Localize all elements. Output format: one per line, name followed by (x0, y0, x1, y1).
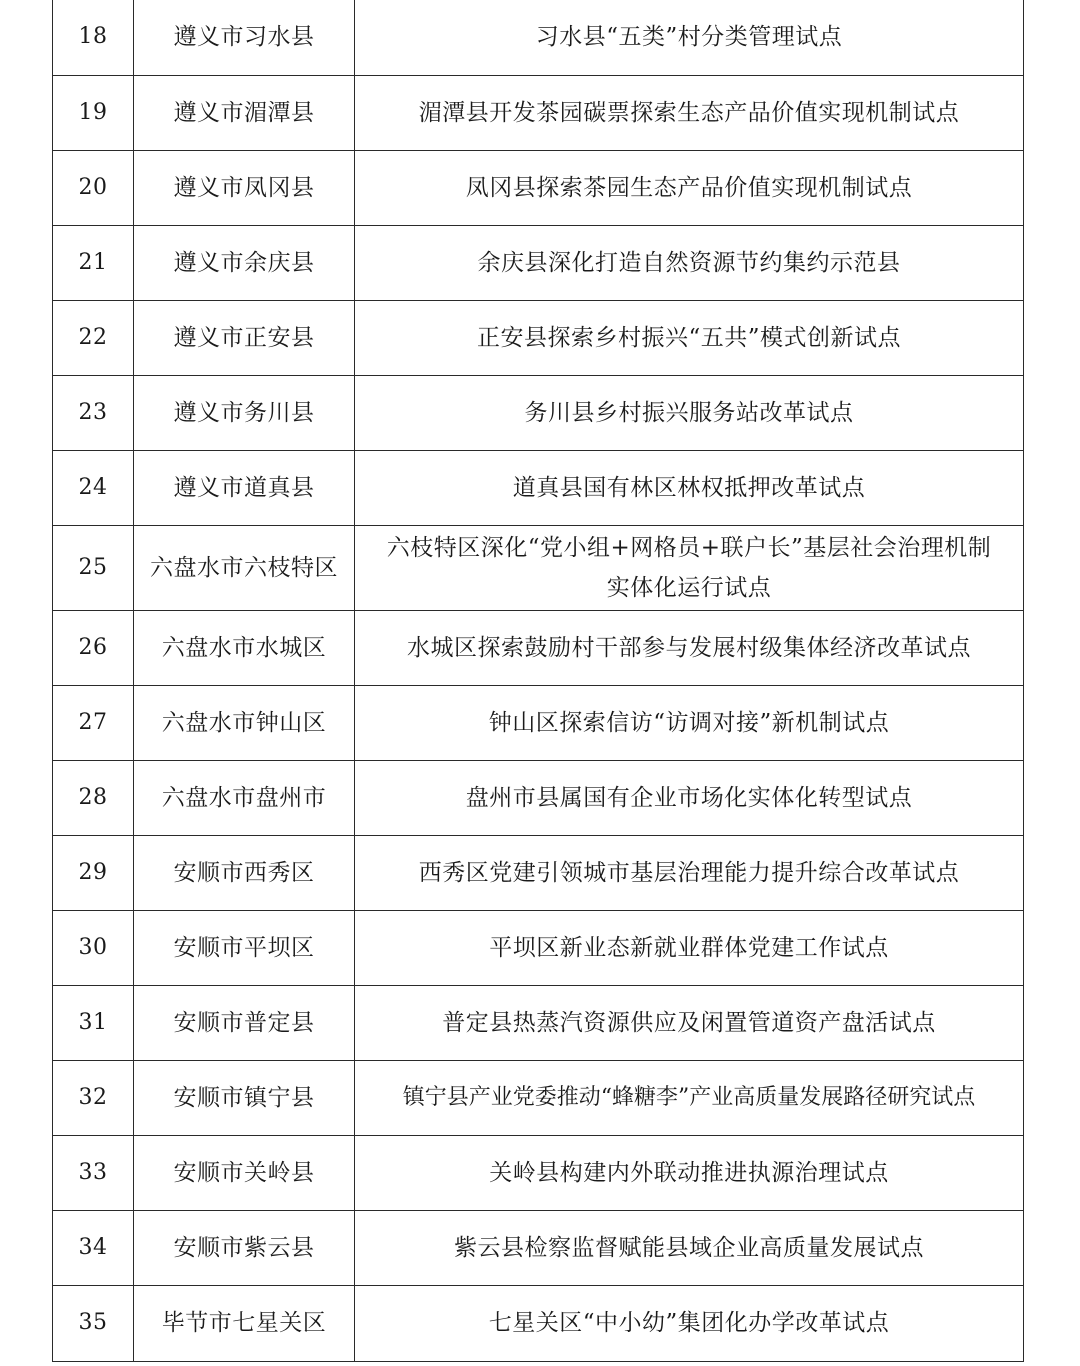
project-cell: 凤冈县探索茶园生态产品价值实现机制试点 (355, 150, 1024, 225)
row-number: 26 (53, 610, 134, 685)
row-number: 22 (53, 300, 134, 375)
row-number: 34 (53, 1210, 134, 1285)
region-cell: 遵义市余庆县 (134, 225, 355, 300)
region-cell: 遵义市习水县 (134, 0, 355, 75)
table-row (53, 150, 1024, 225)
table-row (53, 1285, 1024, 1361)
row-number: 25 (53, 525, 134, 610)
table-row (53, 910, 1024, 985)
row-number: 21 (53, 225, 134, 300)
project-cell: 普定县热蒸汽资源供应及闲置管道资产盘活试点 (355, 985, 1024, 1060)
table-row (53, 1135, 1024, 1210)
project-cell: 钟山区探索信访“访调对接”新机制试点 (355, 685, 1024, 760)
row-number: 30 (53, 910, 134, 985)
table-row (53, 835, 1024, 910)
table-row (53, 450, 1024, 525)
row-number: 18 (53, 0, 134, 75)
region-cell: 遵义市道真县 (134, 450, 355, 525)
region-cell: 遵义市正安县 (134, 300, 355, 375)
region-cell: 六盘水市水城区 (134, 610, 355, 685)
region-cell: 安顺市普定县 (134, 985, 355, 1060)
region-cell: 安顺市镇宁县 (134, 1060, 355, 1135)
project-cell: 余庆县深化打造自然资源节约集约示范县 (355, 225, 1024, 300)
table-row (53, 685, 1024, 760)
project-cell: 习水县“五类”村分类管理试点 (355, 0, 1024, 75)
table-row (53, 375, 1024, 450)
region-cell: 六盘水市盘州市 (134, 760, 355, 835)
project-text-line-1: 六枝特区深化“党小组+网格员+联户长”基层社会治理机制 (386, 534, 992, 561)
project-cell: 西秀区党建引领城市基层治理能力提升综合改革试点 (355, 835, 1024, 910)
region-cell: 遵义市湄潭县 (134, 75, 355, 150)
region-cell: 六盘水市六枝特区 (134, 525, 355, 610)
project-cell: 关岭县构建内外联动推进执源治理试点 (355, 1135, 1024, 1210)
region-cell: 毕节市七星关区 (134, 1285, 355, 1361)
row-number: 28 (53, 760, 134, 835)
project-cell: 紫云县检察监督赋能县域企业高质量发展试点 (355, 1210, 1024, 1285)
row-number: 23 (53, 375, 134, 450)
project-cell: 七星关区“中小幼”集团化办学改革试点 (355, 1285, 1024, 1361)
region-cell: 遵义市凤冈县 (134, 150, 355, 225)
project-cell: 镇宁县产业党委推动“蜂糖李”产业高质量发展路径研究试点 (355, 1060, 1024, 1135)
project-text-line-2: 实体化运行试点 (606, 574, 772, 601)
table-row (53, 985, 1024, 1060)
region-cell: 安顺市关岭县 (134, 1135, 355, 1210)
table-row (53, 610, 1024, 685)
row-number: 19 (53, 75, 134, 150)
row-number: 32 (53, 1060, 134, 1135)
region-cell: 遵义市务川县 (134, 375, 355, 450)
table-row (53, 75, 1024, 150)
table-row (53, 0, 1024, 75)
table-row (53, 525, 1024, 610)
project-cell: 平坝区新业态新就业群体党建工作试点 (355, 910, 1024, 985)
region-cell: 六盘水市钟山区 (134, 685, 355, 760)
table-row (53, 300, 1024, 375)
project-cell: 盘州市县属国有企业市场化实体化转型试点 (355, 760, 1024, 835)
project-cell: 水城区探索鼓励村干部参与发展村级集体经济改革试点 (355, 610, 1024, 685)
project-cell: 道真县国有林区林权抵押改革试点 (355, 450, 1024, 525)
row-number: 29 (53, 835, 134, 910)
project-cell: 湄潭县开发茶园碳票探索生态产品价值实现机制试点 (355, 75, 1024, 150)
project-cell: 务川县乡村振兴服务站改革试点 (355, 375, 1024, 450)
project-cell (355, 525, 1024, 610)
region-cell: 安顺市西秀区 (134, 835, 355, 910)
project-cell: 正安县探索乡村振兴“五共”模式创新试点 (355, 300, 1024, 375)
table-row (53, 1210, 1024, 1285)
table-row (53, 760, 1024, 835)
region-cell: 安顺市平坝区 (134, 910, 355, 985)
table-row (53, 225, 1024, 300)
pilot-list-table-wrapper (52, 0, 1024, 1362)
row-number: 33 (53, 1135, 134, 1210)
pilot-list-table (52, 0, 1024, 1362)
row-number: 27 (53, 685, 134, 760)
row-number: 20 (53, 150, 134, 225)
table-row (53, 1060, 1024, 1135)
row-number: 24 (53, 450, 134, 525)
row-number: 35 (53, 1285, 134, 1361)
row-number: 31 (53, 985, 134, 1060)
region-cell: 安顺市紫云县 (134, 1210, 355, 1285)
